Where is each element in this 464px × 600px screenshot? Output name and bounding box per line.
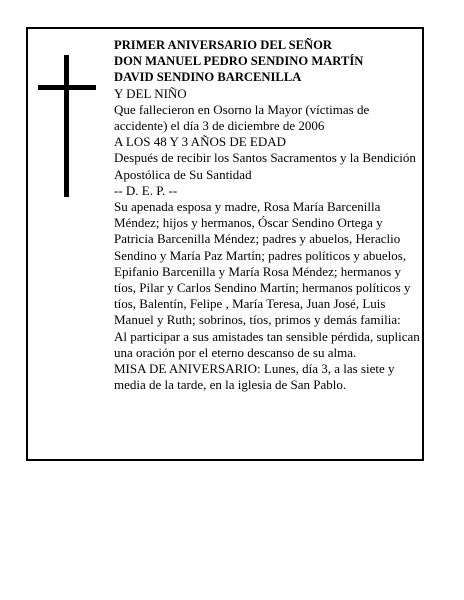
heading-line-4: Y DEL NIÑO: [114, 85, 187, 101]
obituary-text: [114, 37, 420, 393]
heading-line-3: DAVID SENDINO BARCENILLA: [114, 70, 302, 85]
sacraments-text: Después de recibir los Santos Sacramentos y la Bendición Apostólica de Su Santidad: [114, 150, 416, 182]
cross-horizontal-bar: [38, 85, 96, 90]
dep-text: -- D. E. P. --: [114, 182, 178, 198]
cross-vertical-bar: [64, 55, 69, 197]
heading-line-2: DON MANUEL PEDRO SENDINO MARTÍN: [114, 54, 364, 69]
request-text: Al participar a sus amistades tan sensible pérdida, suplican una oración por el eterno descanso de su alma.: [114, 328, 420, 360]
circumstances-text: Que fallecieron en Osorno la Mayor (víctimas de accidente) el día 3 de diciembre de 2006: [114, 101, 370, 134]
heading-line-1: PRIMER ANIVERSARIO DEL SEÑOR: [114, 38, 332, 52]
cross-icon: [38, 55, 96, 197]
ages-text: A LOS 48 Y 3 AÑOS DE EDAD: [114, 134, 287, 150]
family-text: Su apenada esposa y madre, Rosa María Barcenilla Méndez; hijos y hermanos, Óscar Sendino Ortega y Patricia Barcenilla Méndez; padres y abuelos, Heraclio Sendino y María Paz Martín; padres políticos y abuelos, Epifanio Barcenilla y María Rosa Méndez; hermanos y tíos, Pilar y Carlos Sendino Martín; hermanos políticos y tíos, Balentín, Felipe , María Teresa, Juan José, Luis Manuel y Ruth; sobrinos, tíos, primos y demás familia:: [114, 199, 411, 328]
mass-text: MISA DE ANIVERSARIO: Lunes, día 3, a las siete y media de la tarde, en la iglesia de San Pablo.: [114, 361, 395, 393]
